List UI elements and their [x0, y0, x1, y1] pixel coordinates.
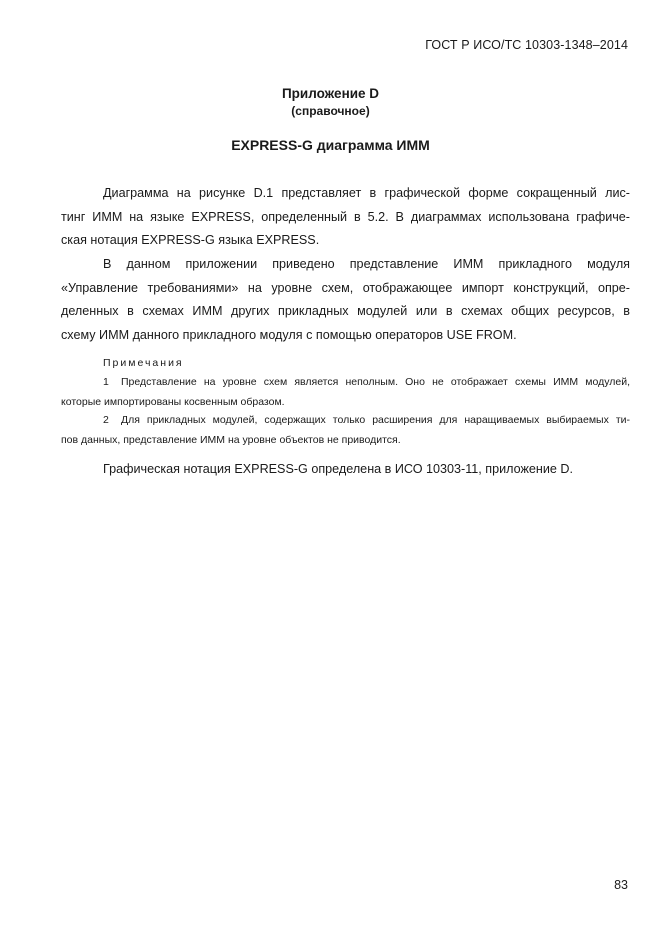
- note-line: пов данных, представление ИММ на уровне объектов не приводится.: [61, 433, 401, 446]
- note-number: 1: [103, 376, 109, 388]
- notes-heading: Примечания: [103, 357, 184, 369]
- paragraph-line: деленных в схемах ИММ других прикладных модулей или в схемах общих ресурсов, в: [61, 304, 630, 318]
- paragraph-line: схему ИММ данного прикладного модуля с помощью операторов USE FROM.: [61, 327, 517, 342]
- note-text: Для прикладных модулей, содержащих только расширения для наращиваемых выбираемых ти-: [121, 414, 630, 426]
- note-line: [61, 411, 630, 431]
- note-number: 2: [103, 414, 109, 426]
- paragraph-line: ская нотация EXPRESS-G языка EXPRESS.: [61, 233, 320, 247]
- paragraph-line: «Управление требованиями» на уровне схем, отображающее импорт конструкций, опре-: [61, 280, 630, 295]
- note-line: которые импортированы косвенным образом.: [61, 395, 285, 408]
- note-1: [61, 373, 630, 412]
- annex-subtitle: (справочное): [291, 104, 370, 118]
- paragraph-line: тинг ИММ на языке EXPRESS, определенный в 5.2. В диаграммах использована графиче-: [61, 209, 630, 224]
- paragraph-1: [61, 182, 630, 253]
- final-paragraph: Графическая нотация EXPRESS-G определена в ИСО 10303-11, приложение D.: [103, 462, 574, 476]
- section-title: EXPRESS-G диаграмма ИММ: [231, 137, 430, 153]
- note-2: [61, 411, 630, 450]
- page-number: 83: [614, 878, 628, 892]
- note-line: [61, 373, 630, 393]
- paragraph-line: Диаграмма на рисунке D.1 представляет в графической форме сокращенный лис-: [103, 186, 630, 200]
- annex-title: Приложение D: [281, 86, 380, 101]
- paragraph-line: В данном приложении приведено представление ИММ прикладного модуля: [103, 257, 630, 271]
- note-text: Представление на уровне схем является неполным. Оно не отображает схемы ИММ модулей,: [121, 376, 630, 388]
- paragraph-2: [61, 253, 630, 347]
- document-code: ГОСТ Р ИСО/ТС 10303-1348–2014: [425, 38, 628, 52]
